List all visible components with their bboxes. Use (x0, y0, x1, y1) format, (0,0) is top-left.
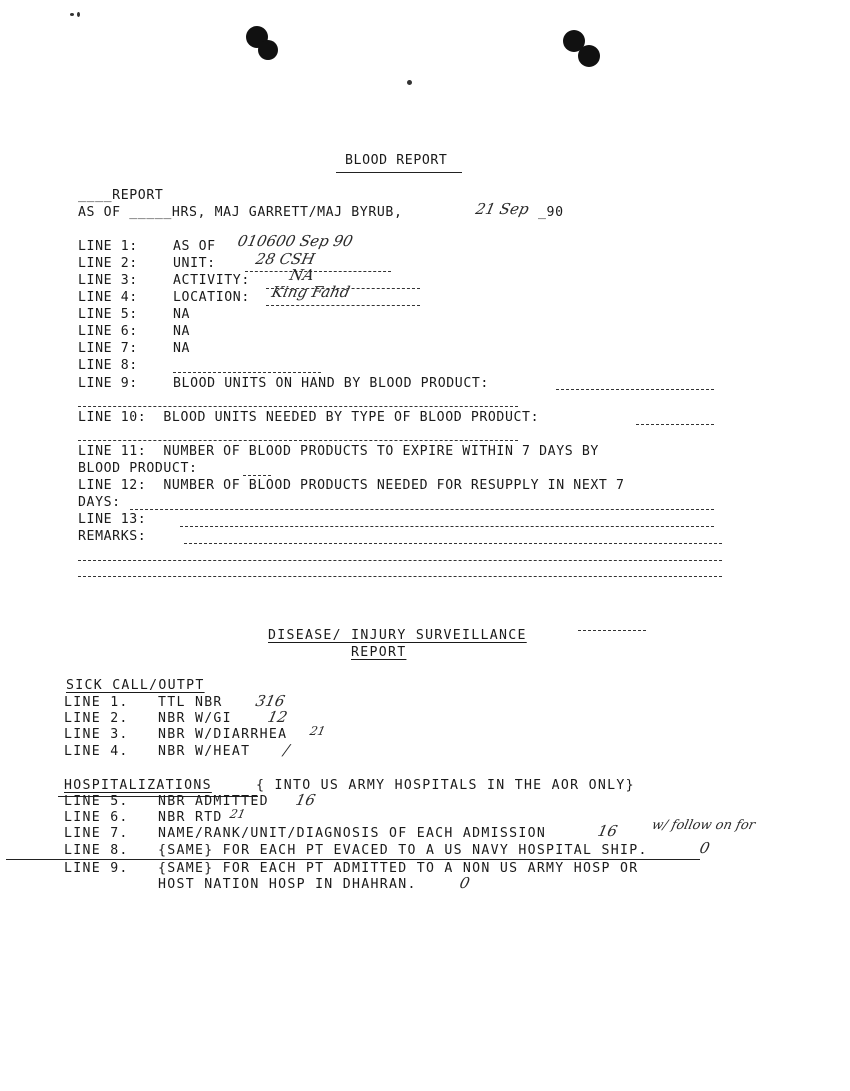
hosp-line-9-label: LINE 9. (64, 861, 129, 876)
line-3-label: LINE 3: (78, 273, 138, 288)
sick-line-3-text: NBR W/DIARRHEA (158, 727, 288, 742)
line-9-blank (556, 389, 714, 390)
hosp-line-5-value: 16 (294, 791, 318, 809)
sick-call-header: SICK CALL/OUTPT (66, 678, 205, 693)
hosp-line-8-label: LINE 8. (64, 843, 129, 858)
scan-speck (70, 13, 74, 16)
punch-hole-right-lower (578, 45, 600, 67)
line-2-value: UNIT: (173, 256, 216, 271)
hosp-line-5-label: LINE 5. (64, 794, 129, 809)
sick-line-2-value: 12 (266, 708, 290, 726)
surveillance-title: DISEASE/ INJURY SURVEILLANCE (268, 628, 527, 643)
line-1-value: AS OF (173, 239, 216, 254)
line-1-label: LINE 1: (78, 239, 138, 254)
line-11: LINE 11: NUMBER OF BLOOD PRODUCTS TO EXPIRE WITHIN 7 DAYS BY (78, 444, 599, 459)
line-5-label: LINE 5: (78, 307, 138, 322)
surveillance-subtitle: REPORT (351, 645, 407, 660)
handwritten-line-4: King Fahd (270, 283, 352, 301)
hosp-line-8-value: 0 (698, 839, 712, 857)
remarks-label: REMARKS: (78, 529, 147, 544)
handwritten-line-3: NA (288, 266, 316, 284)
hosp-line-6-value: 21 (228, 807, 247, 821)
handwritten-line-2: 28 CSH (254, 250, 317, 268)
sick-line-1-value: 316 (254, 692, 287, 710)
sick-line-4-text: NBR W/HEAT (158, 744, 251, 759)
sick-line-3-value: 21 (308, 724, 327, 738)
sick-line-2-label: LINE 2. (64, 711, 129, 726)
hosp-line-9-text: {SAME} FOR EACH PT ADMITTED TO A NON US ARMY HOSP OR (158, 861, 639, 876)
hosp-line-8-text: {SAME} FOR EACH PT EVACED TO A US NAVY HOSPITAL SHIP. (158, 843, 648, 858)
hosp-line-7-text: NAME/RANK/UNIT/DIAGNOSIS OF EACH ADMISSION (158, 826, 547, 841)
line-13-blank (180, 526, 714, 527)
line-9-label: LINE 9: (78, 376, 138, 391)
line-11-blank (243, 475, 271, 476)
remarks-blank-1 (184, 543, 722, 544)
scan-speck (407, 80, 412, 85)
line-12-blank (130, 509, 714, 510)
line-10-blank (636, 424, 714, 425)
handwritten-line-1: 010600 Sep 90 (236, 232, 355, 250)
line-8-blank (173, 372, 321, 373)
line-12: LINE 12: NUMBER OF BLOOD PRODUCTS NEEDED FOR RESUPPLY IN NEXT 7 (78, 478, 625, 493)
hosp-line-9-cont: HOST NATION HOSP IN DHAHRAN. (158, 877, 417, 892)
sick-line-1-label: LINE 1. (64, 695, 129, 710)
hosp-line-6-text: NBR RTD (158, 810, 223, 825)
punch-hole-left-lower (258, 40, 278, 60)
line-6-value: NA (173, 324, 191, 339)
line-13: LINE 13: (78, 512, 147, 527)
line-2-blank (245, 271, 391, 272)
title-underline (336, 172, 462, 173)
sick-line-4-label: LINE 4. (64, 744, 129, 759)
line-11-cont: BLOOD PRODUCT: (78, 461, 198, 476)
handwritten-date: 21 Sep (474, 200, 531, 218)
scan-speck (77, 12, 80, 17)
line-8-label: LINE 8: (78, 358, 138, 373)
line-5-value: NA (173, 307, 191, 322)
line-6-label: LINE 6: (78, 324, 138, 339)
sick-line-2-text: NBR W/GI (158, 711, 232, 726)
hosp-line-5-text: NBR ADMITTED (158, 794, 269, 809)
line-4-value: LOCATION: (173, 290, 250, 305)
remarks-blank-2 (78, 560, 722, 561)
hosp-line-7-note: w/ follow on for (650, 818, 757, 833)
hosp-line-8-divider (6, 859, 700, 860)
sick-line-1-text: TTL NBR (158, 695, 223, 710)
sick-line-4-value: / (282, 741, 291, 759)
separator-line-11 (78, 440, 518, 441)
line-2-label: LINE 2: (78, 256, 138, 271)
line-12-cont: DAYS: (78, 495, 121, 510)
line-9-value: BLOOD UNITS ON HAND BY BLOOD PRODUCT: (173, 376, 489, 391)
line-4-blank (266, 305, 420, 306)
line-7-value: NA (173, 341, 191, 356)
hosp-line-6-label: LINE 6. (64, 810, 129, 825)
report-line: ____REPORT (78, 188, 164, 203)
blood-report-title: BLOOD REPORT (345, 153, 448, 168)
line-10: LINE 10: BLOOD UNITS NEEDED BY TYPE OF BLOOD PRODUCT: (78, 410, 540, 425)
separator-line-10 (78, 406, 518, 407)
hosp-line-7-label: LINE 7. (64, 826, 129, 841)
hospitalizations-header: HOSPITALIZATIONS (64, 778, 212, 793)
hosp-line-7-value: 16 (596, 822, 620, 840)
sick-line-3-label: LINE 3. (64, 727, 129, 742)
title-trailing-line (578, 630, 646, 631)
line-3-value: ACTIVITY: (173, 273, 250, 288)
line-7-label: LINE 7: (78, 341, 138, 356)
hosp-line-9-value: 0 (458, 874, 472, 892)
as-of-year: _90 (538, 205, 564, 220)
remarks-blank-3 (78, 576, 722, 577)
hospitalizations-note: { INTO US ARMY HOSPITALS IN THE AOR ONLY} (256, 778, 635, 793)
line-4-label: LINE 4: (78, 290, 138, 305)
as-of-line: AS OF _____HRS, MAJ GARRETT/MAJ BYRUB, (78, 205, 403, 220)
